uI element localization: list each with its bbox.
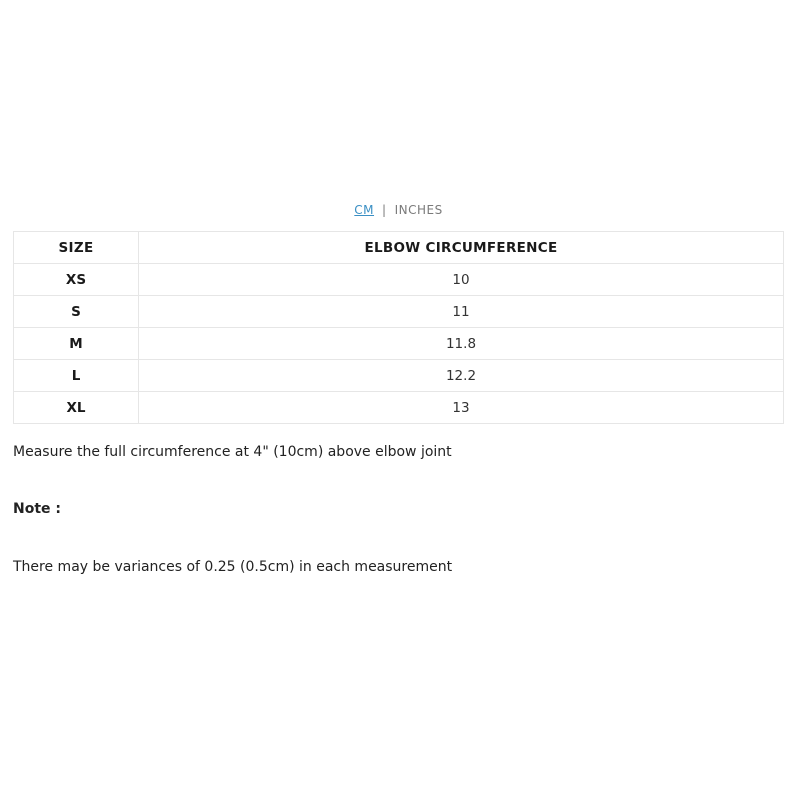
- table-row: [14, 264, 784, 296]
- size-cell: M: [14, 328, 139, 360]
- circumference-cell: 11.8: [139, 328, 784, 360]
- unit-cm-link[interactable]: CM: [354, 203, 375, 217]
- elbow-circumference-column-header: ELBOW CIRCUMFERENCE: [139, 232, 784, 264]
- unit-inches-link[interactable]: INCHES: [394, 203, 443, 217]
- table-row: [14, 328, 784, 360]
- size-chart-table: [13, 231, 784, 424]
- size-cell: XL: [14, 392, 139, 424]
- size-cell: S: [14, 296, 139, 328]
- measure-instruction-text: Measure the full circumference at 4" (10cm) above elbow joint: [13, 444, 452, 460]
- circumference-cell: 10: [139, 264, 784, 296]
- table-row: [14, 360, 784, 392]
- unit-toggle: [0, 203, 797, 217]
- table-row: [14, 296, 784, 328]
- table-row: [14, 392, 784, 424]
- size-cell: XS: [14, 264, 139, 296]
- size-column-header: SIZE: [14, 232, 139, 264]
- note-label: Note :: [13, 501, 61, 517]
- circumference-cell: 13: [139, 392, 784, 424]
- size-cell: L: [14, 360, 139, 392]
- table-header-row: [14, 232, 784, 264]
- unit-separator: |: [382, 203, 387, 217]
- variance-text: There may be variances of 0.25 (0.5cm) in each measurement: [13, 559, 453, 575]
- circumference-cell: 11: [139, 296, 784, 328]
- circumference-cell: 12.2: [139, 360, 784, 392]
